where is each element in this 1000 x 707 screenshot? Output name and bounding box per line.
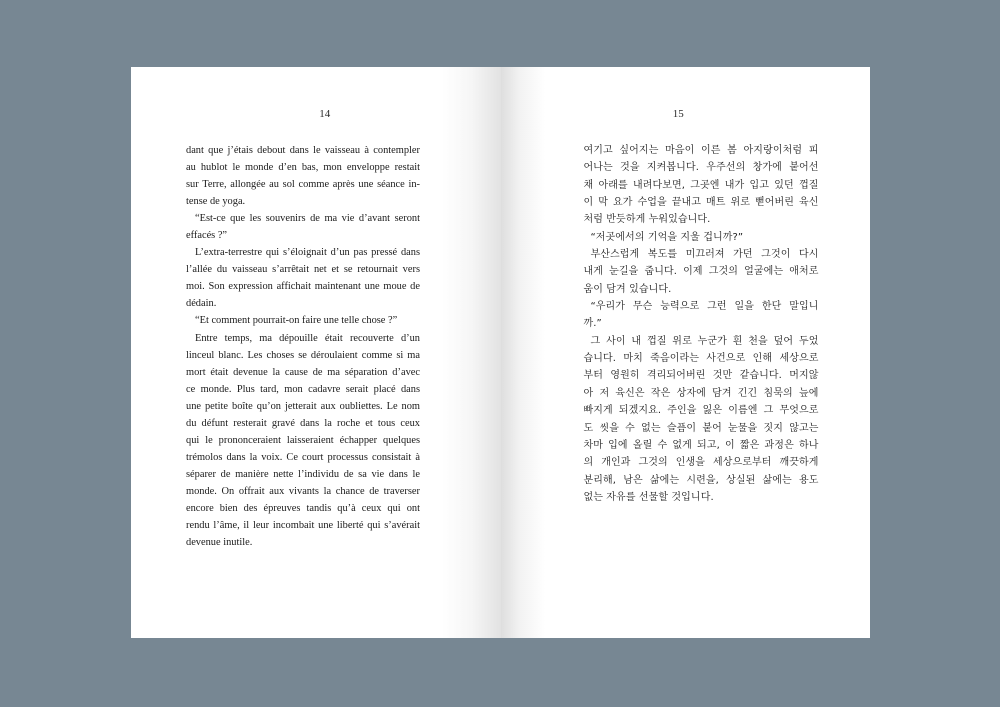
text-line: encore bien des épreuves tandis qu’à ceux qui ont	[186, 502, 420, 514]
text-line: L’extra-terrestre qui s’éloignait d’un pas pressé dans	[195, 247, 420, 259]
text-line: monde. On offrait aux vivants la chance de traverser	[186, 485, 420, 497]
text-line: 까.”	[583, 318, 602, 330]
page-body-text	[584, 142, 819, 506]
text-line: 부산스럽게 복도를 미끄러져 가던 그것이 다시	[590, 249, 819, 261]
text-line: du défunt resterait gravé dans la roche et tous ceux	[186, 417, 420, 429]
text-line: 이 막 요가 수업을 끝내고 매트 위로 뻗어버린 육신	[583, 197, 819, 209]
text-line: Entre temps, ma dépouille était recouverte d’un	[195, 332, 420, 344]
text-line: 도 씻을 수 없는 슬픔이 붙어 눈물을 짓지 않고는	[583, 422, 819, 434]
text-line: une petite boîte qu’on jetterait aux oubliettes. Le nom	[186, 400, 420, 412]
text-line: 그 사이 내 껍질 위로 누군가 흰 천을 덮어 두었	[590, 335, 819, 347]
text-line: 차마 입에 올릴 수 없게 되고, 이 짧은 과정은 하나	[583, 439, 819, 451]
text-line: l’allée du vaisseau s’arrêtait net et se retournait vers	[186, 264, 420, 276]
page-body-text	[186, 142, 420, 551]
text-line: tense de yoga.	[186, 196, 246, 208]
text-line: “Est-ce que les souvenirs de ma vie d’avant seront	[195, 213, 420, 225]
text-line: 부터 영원히 격리되어버린 것만 같습니다. 머지않	[583, 370, 819, 382]
book-spread	[131, 67, 870, 638]
text-line: séparer de manière nette l’individu de sa vie dans le	[186, 468, 420, 480]
text-line: “Et comment pourrait-on faire une telle chose ?”	[195, 315, 398, 327]
text-line: 처럼 반듯하게 누워있습니다.	[583, 214, 711, 226]
text-line: 없는 자유를 선물할 것입니다.	[583, 491, 714, 503]
text-line: au hublot le monde d’en bas, mon enveloppe restait	[186, 162, 420, 174]
text-line: 채 아래를 내려다보면, 그곳엔 내가 입고 있던 껍질	[583, 179, 819, 191]
text-line: dédain.	[186, 298, 217, 310]
page-number: 15	[672, 108, 684, 120]
page-number: 14	[319, 108, 331, 120]
text-line: qui le prononceraient laisseraient échapper quelques	[186, 434, 420, 446]
text-line: 습니다. 마치 죽음이라는 사건으로 인해 세상으로	[583, 353, 819, 365]
text-line: ce monde. Plus tard, mon cadavre serait placé dans	[186, 383, 420, 395]
text-line: linceul blanc. Les choses se déroulaient comme si ma	[186, 349, 420, 361]
text-line: trémolos dans la voix. Ce court processus consistait à	[186, 451, 420, 463]
left-page	[131, 67, 501, 638]
right-page	[501, 67, 871, 638]
text-line: 아 저 육신은 작은 상자에 담겨 긴긴 침묵의 늪에	[583, 387, 819, 399]
text-line: 분리해, 남은 삶에는 시련을, 상실된 삶에는 용도	[583, 474, 819, 486]
text-line: 빠지게 되겠지요. 주인을 잃은 이름엔 그 무엇으로	[583, 405, 819, 417]
text-line: “우리가 무슨 능력으로 그런 일을 한단 말입니	[590, 301, 819, 313]
text-line: “저곳에서의 기억을 지울 겁니까?”	[590, 231, 744, 243]
text-line: 내게 눈길을 줍니다. 이제 그것의 얼굴에는 애처로	[583, 266, 819, 278]
text-line: effacés ?”	[186, 230, 228, 242]
text-line: dant que j’étais debout dans le vaisseau à contempler	[186, 145, 420, 156]
text-line: rendu l’âme, il leur incombait une liberté qui s’avérait	[186, 520, 420, 532]
text-line: 어나는 것을 지켜봅니다. 우주선의 창가에 붙어선	[583, 162, 819, 174]
text-line: mort était devenue la cause de ma séparation d’avec	[186, 366, 420, 378]
text-line: 의 개인과 그것의 인생을 세상으로부터 깨끗하게	[583, 457, 819, 469]
text-line: moi. Son expression affichait maintenant une moue de	[186, 281, 420, 293]
text-line: devenue inutile.	[186, 537, 253, 549]
text-line: sur Terre, allongée au sol comme après une séance in-	[186, 179, 420, 191]
text-line: 움이 담겨 있습니다.	[583, 283, 672, 295]
text-line: 여기고 싶어지는 마음이 이른 봄 아지랑이처럼 피	[583, 145, 819, 156]
